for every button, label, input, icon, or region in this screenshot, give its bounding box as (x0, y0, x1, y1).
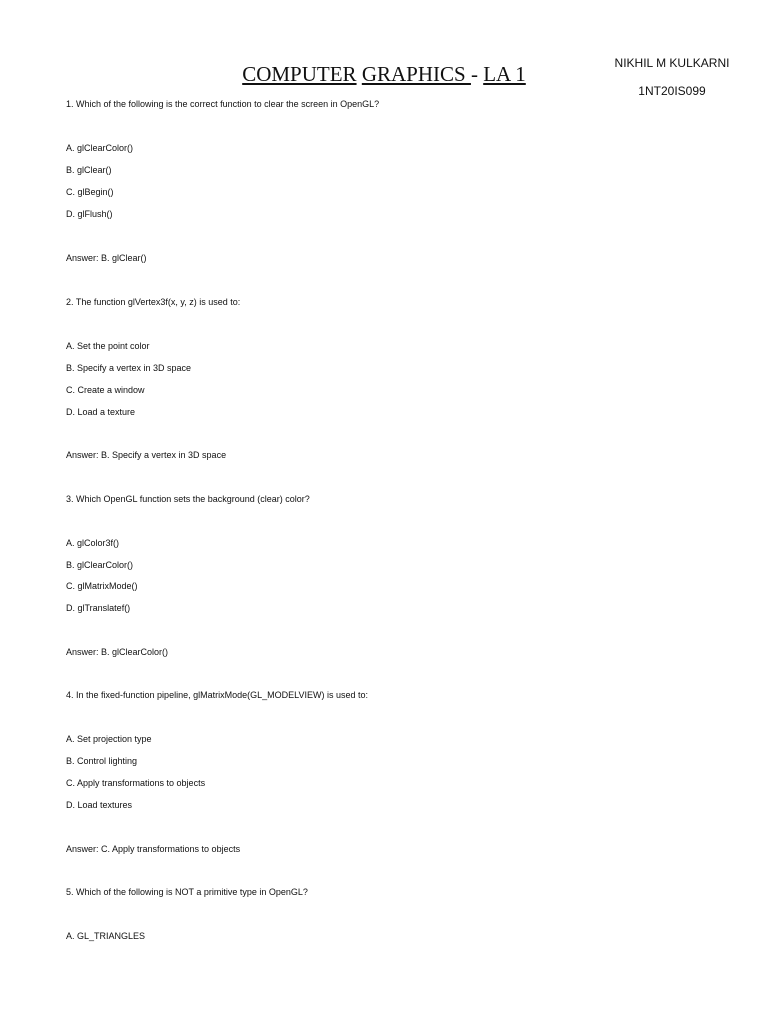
question-1-text: 1. Which of the following is the correct function to clear the screen in OpenGL? (66, 99, 380, 109)
question-2-answer: Answer: B. Specify a vertex in 3D space (66, 450, 227, 460)
question-1-option-d: D. glFlush() (66, 209, 113, 219)
question-3-option-c: C. glMatrixMode() (66, 581, 138, 591)
title-word-graphics: GRAPHICS (361, 62, 471, 86)
author-name: NIKHIL M KULKARNI (614, 56, 730, 70)
question-1-option-a: A. glClearColor() (66, 143, 134, 153)
question-1-option-b: B. glClear() (66, 165, 112, 175)
question-3-answer: Answer: B. glClearColor() (66, 647, 169, 657)
question-2-option-d: D. Load a texture (66, 407, 136, 417)
question-2-option-b: B. Specify a vertex in 3D space (66, 363, 192, 373)
question-4-option-c: C. Apply transformations to objects (66, 778, 206, 788)
title-word-la1: LA 1 (483, 62, 526, 86)
question-3-text: 3. Which OpenGL function sets the background (clear) color? (66, 494, 310, 504)
question-1-answer: Answer: B. glClear() (66, 253, 147, 263)
question-4-answer: Answer: C. Apply transformations to objects (66, 844, 241, 854)
question-5-option-a: A. GL_TRIANGLES (66, 931, 146, 941)
question-4-text: 4. In the fixed-function pipeline, glMatrixMode(GL_MODELVIEW) is used to: (66, 690, 368, 700)
author-id: 1NT20IS099 (638, 84, 706, 98)
title-word-computer: COMPUTER (242, 62, 357, 86)
question-3-option-a: A. glColor3f() (66, 538, 120, 548)
question-1-option-c: C. glBegin() (66, 187, 114, 197)
question-5-text: 5. Which of the following is NOT a primitive type in OpenGL? (66, 887, 308, 897)
question-3-option-d: D. glTranslatef() (66, 603, 131, 613)
question-4-option-b: B. Control lighting (66, 756, 138, 766)
title-separator: - (470, 62, 478, 86)
question-2-option-c: C. Create a window (66, 385, 145, 395)
question-2-option-a: A. Set the point color (66, 341, 150, 351)
question-4-option-d: D. Load textures (66, 800, 133, 810)
question-3-option-b: B. glClearColor() (66, 560, 134, 570)
question-4-option-a: A. Set projection type (66, 734, 152, 744)
question-2-text: 2. The function glVertex3f(x, y, z) is used to: (66, 297, 241, 307)
